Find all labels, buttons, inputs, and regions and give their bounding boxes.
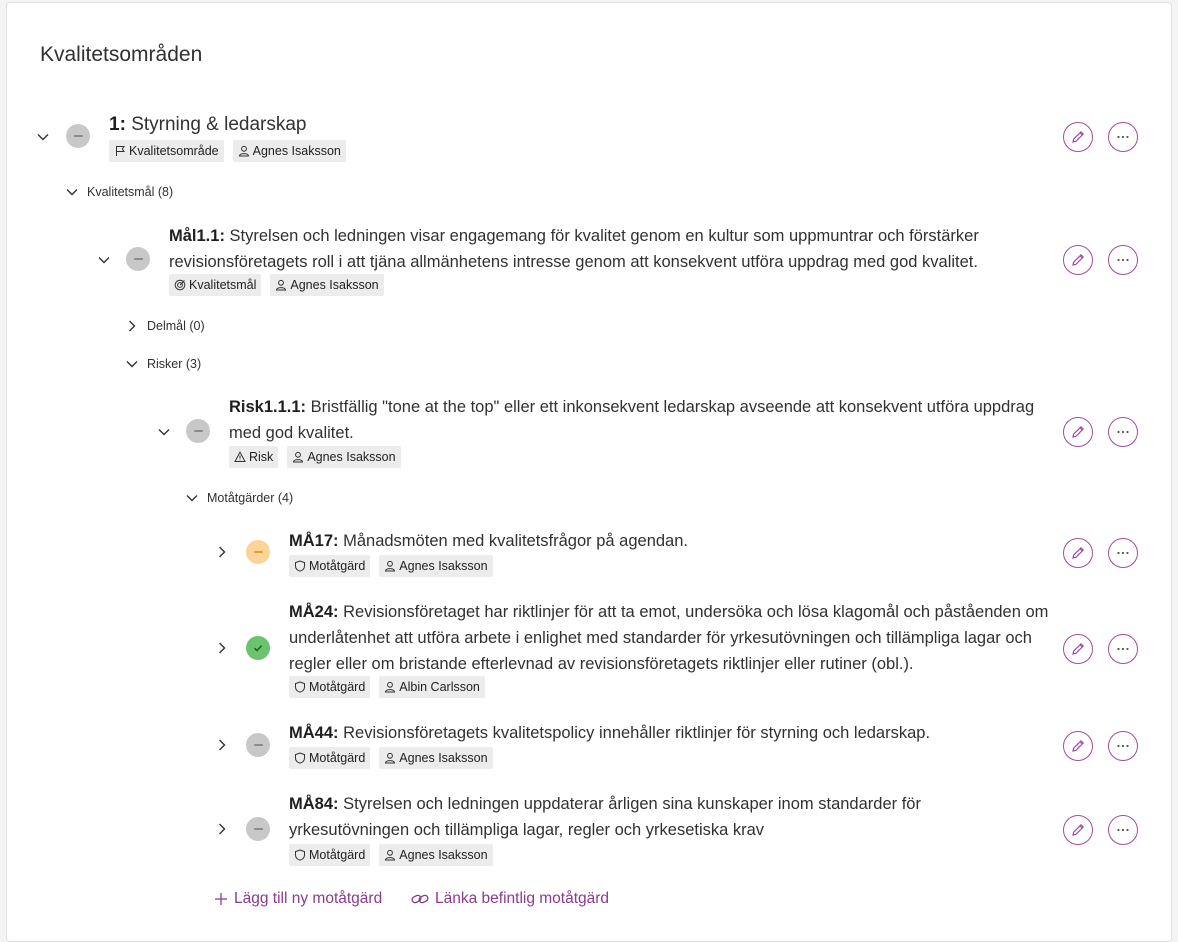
ellipsis-icon [1115, 545, 1131, 561]
edit-measure-button[interactable] [1063, 634, 1093, 664]
person-icon [384, 752, 396, 764]
edit-risk-button[interactable] [1063, 417, 1093, 447]
measure-tags [289, 555, 493, 577]
goal-collapse-toggle[interactable] [96, 252, 112, 268]
ellipsis-icon [1115, 641, 1131, 657]
measure-id: MÅ24: [289, 603, 339, 621]
target-icon [174, 279, 186, 291]
chevron-right-icon [125, 319, 139, 333]
ellipsis-icon [1115, 129, 1131, 145]
pencil-icon [1070, 545, 1086, 561]
risk-collapse-toggle[interactable] [156, 424, 172, 440]
edit-measure-button[interactable] [1063, 731, 1093, 761]
pencil-icon [1070, 252, 1086, 268]
chevron-down-icon [157, 425, 171, 439]
measure-status-not-started [246, 733, 270, 757]
measure-heading [289, 720, 1049, 746]
goal-heading [169, 223, 1049, 275]
measure-owner-tag: Albin Carlsson [379, 676, 485, 698]
risk-tags [229, 446, 401, 468]
measure-expand-toggle[interactable] [214, 821, 230, 837]
ellipsis-icon [1115, 424, 1131, 440]
measure-owner-tag: Agnes Isaksson [379, 747, 492, 769]
measure-status-not-started [246, 817, 270, 841]
risk-heading [229, 394, 1049, 446]
measure-owner-tag: Agnes Isaksson [379, 555, 492, 577]
chevron-right-icon [215, 822, 229, 836]
measure-tags [289, 844, 493, 866]
measure-id: MÅ84: [289, 795, 339, 813]
chevron-right-icon [215, 545, 229, 559]
chevron-down-icon [97, 253, 111, 267]
pencil-icon [1070, 822, 1086, 838]
quality-areas-card [6, 2, 1172, 942]
measure-tags [289, 676, 485, 698]
more-measure-button[interactable] [1108, 815, 1138, 845]
pencil-icon [1070, 129, 1086, 145]
area-type-tag: Kvalitetsområde [109, 140, 224, 162]
ellipsis-icon [1115, 822, 1131, 838]
flag-icon [114, 145, 126, 157]
chevron-down-icon [36, 130, 50, 144]
measure-type-tag: Motåtgärd [289, 844, 370, 866]
measure-text: Revisionsföretaget har riktlinjer för att ta emot, undersöka och lösa klagomål och påståenden om underlåtenhet att utföra arbete i enlighet med standarder för yrkesutövningen och tillämpliga lagar och regler eller om bristande efterlevnad av revisionsföretagets riktlinjer eller rutiner (obl.). [289, 603, 1049, 673]
risk-type-tag: Risk [229, 446, 278, 468]
pencil-icon [1070, 641, 1086, 657]
ellipsis-icon [1115, 252, 1131, 268]
measure-type-tag: Motåtgärd [289, 676, 370, 698]
measures-section-header[interactable] [185, 491, 293, 505]
goal-status-indicator [126, 247, 150, 271]
measure-heading [289, 791, 989, 843]
more-area-button[interactable] [1108, 122, 1138, 152]
more-risk-button[interactable] [1108, 417, 1138, 447]
measures-section-label: Motåtgärder (4) [207, 491, 294, 505]
warning-icon [234, 451, 246, 463]
shield-icon [294, 560, 306, 572]
risks-section-label: Risker (3) [147, 357, 202, 371]
chevron-down-icon [125, 357, 139, 371]
subgoals-section-label: Delmål (0) [147, 319, 205, 333]
more-measure-button[interactable] [1108, 538, 1138, 568]
goal-owner-tag: Agnes Isaksson [270, 274, 383, 296]
person-icon [384, 681, 396, 693]
more-measure-button[interactable] [1108, 634, 1138, 664]
risks-section-header[interactable] [125, 357, 201, 371]
goal-text: Styrelsen och ledningen visar engagemang för kvalitet genom en kultur som uppmuntrar och förstärker revisionsföretagets roll i att tjäna allmänhetens intresse genom att konsekvent utföra uppdrag med god kvalitet. [169, 227, 979, 271]
area-owner-tag: Agnes Isaksson [233, 140, 346, 162]
measure-text: Revisionsföretagets kvalitetspolicy innehåller riktlinjer för styrning och ledarskap. [343, 724, 931, 742]
goal-tags [169, 274, 384, 296]
plus-icon [214, 892, 228, 906]
measure-expand-toggle[interactable] [214, 544, 230, 560]
risk-id: Risk1.1.1: [229, 398, 307, 416]
person-icon [384, 560, 396, 572]
measure-owner-tag: Agnes Isaksson [379, 844, 492, 866]
ellipsis-icon [1115, 738, 1131, 754]
risk-status-indicator [186, 419, 210, 443]
link-icon [411, 892, 429, 906]
chevron-right-icon [215, 738, 229, 752]
measure-expand-toggle[interactable] [214, 640, 230, 656]
person-icon [238, 145, 250, 157]
measure-type-tag: Motåtgärd [289, 747, 370, 769]
more-goal-button[interactable] [1108, 245, 1138, 275]
area-heading [109, 112, 307, 138]
chevron-down-icon [65, 185, 79, 199]
subgoals-section-header[interactable] [125, 319, 205, 333]
add-measure-label: Lägg till ny motåtgärd [234, 890, 383, 907]
measure-text: Månadsmöten med kvalitetsfrågor på agendan. [343, 532, 688, 550]
pencil-icon [1070, 738, 1086, 754]
person-icon [275, 279, 287, 291]
measure-expand-toggle[interactable] [214, 737, 230, 753]
person-icon [384, 849, 396, 861]
goals-section-header[interactable] [65, 185, 173, 199]
measure-type-tag: Motåtgärd [289, 555, 370, 577]
chevron-down-icon [185, 491, 199, 505]
person-icon [292, 451, 304, 463]
shield-icon [294, 849, 306, 861]
edit-goal-button[interactable] [1063, 245, 1093, 275]
edit-measure-button[interactable] [1063, 815, 1093, 845]
more-measure-button[interactable] [1108, 731, 1138, 761]
area-status-indicator [66, 124, 90, 148]
risk-text: Bristfällig "tone at the top" eller ett inkonsekvent ledarskap avseende att konsekvent utföra uppdrag med god kvalitet. [229, 398, 1035, 442]
link-measure-label: Länka befintlig motåtgärd [435, 890, 610, 907]
area-collapse-toggle[interactable] [35, 129, 51, 145]
measure-heading [289, 599, 1059, 677]
measure-tags [289, 747, 493, 769]
shield-icon [294, 681, 306, 693]
measure-id: MÅ17: [289, 532, 339, 550]
area-name: Styrning & ledarskap [131, 114, 307, 135]
measure-heading [289, 528, 1049, 554]
measure-status-done [246, 636, 270, 660]
goal-type-tag: Kvalitetsmål [169, 274, 261, 296]
checkmark-icon [252, 642, 264, 654]
link-measure-link[interactable] [411, 890, 609, 908]
chevron-right-icon [215, 641, 229, 655]
measure-text: Styrelsen och ledningen uppdaterar årligen sina kunskaper inom standarder för yrkesutövningen och tillämpliga lagar, regler och yrkesetiska krav [289, 795, 921, 839]
add-measure-link[interactable] [214, 890, 382, 908]
risk-owner-tag: Agnes Isaksson [287, 446, 400, 468]
area-id: 1: [109, 114, 126, 135]
measure-status-in-progress [246, 540, 270, 564]
measure-id: MÅ44: [289, 724, 339, 742]
edit-measure-button[interactable] [1063, 538, 1093, 568]
page-title: Kvalitetsområden [40, 43, 203, 66]
edit-area-button[interactable] [1063, 122, 1093, 152]
goal-id: Mål1.1: [169, 227, 225, 245]
pencil-icon [1070, 424, 1086, 440]
goals-section-label: Kvalitetsmål (8) [87, 185, 174, 199]
shield-icon [294, 752, 306, 764]
area-tags [109, 140, 346, 162]
